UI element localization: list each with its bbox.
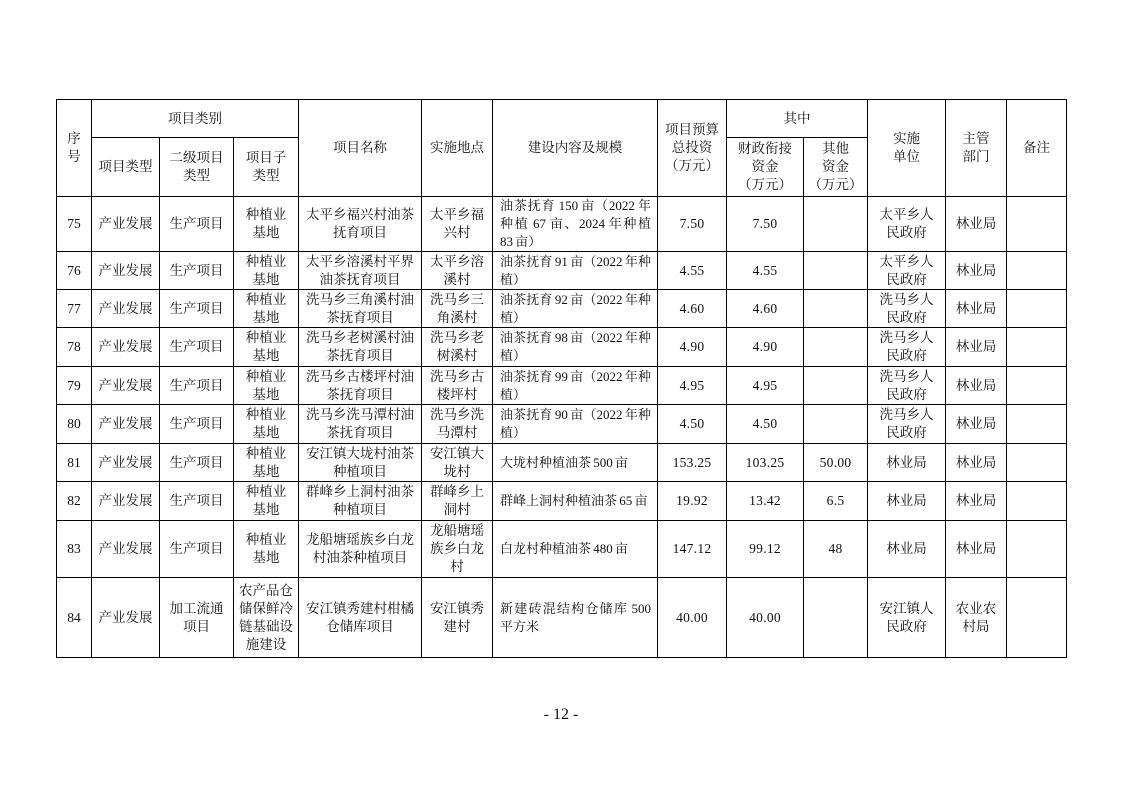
cell-total-budget: 4.50: [658, 405, 727, 444]
cell-project-type: 产业发展: [92, 367, 160, 405]
cell-location: [422, 405, 493, 444]
cell-sub-type: [234, 578, 299, 658]
department-text: 林业局: [955, 216, 997, 232]
department-text: 林业局: [955, 493, 997, 509]
header-other-funds-unit: （万元）: [808, 177, 863, 192]
sub-type-text: 种植业基地: [245, 484, 287, 517]
implementing-unit-text: 林业局: [886, 454, 927, 470]
header-seq: [57, 100, 92, 197]
cell-secondary-type: [160, 405, 234, 444]
implementing-unit-text: 林业局: [886, 493, 927, 509]
project-name-text: 太平乡福兴村油茶抚育项目: [306, 207, 415, 240]
table-row: [57, 482, 1067, 521]
implementing-unit-text: 太平乡人民政府: [879, 253, 934, 287]
project-name-text: 龙船塘瑶族乡白龙村油茶种植项目: [306, 532, 415, 565]
sub-type-text: 种植业基地: [245, 407, 287, 440]
cell-project-name: [299, 405, 422, 444]
location-text: 龙船塘瑶族乡白龙村: [430, 523, 485, 574]
department-text: 林业局: [955, 339, 997, 355]
cell-other-funds: [804, 290, 868, 328]
cell-department: [946, 482, 1007, 521]
cell-sub-type: [234, 444, 299, 482]
cell-department: [946, 290, 1007, 328]
department-text: 农业农村局: [955, 600, 997, 634]
project-name-text: 洗马乡古楼坪村油茶抚育项目: [306, 368, 415, 402]
header-remark: 备注: [1007, 100, 1067, 197]
cell-project-name: [299, 578, 422, 658]
cell-seq: 82: [57, 482, 92, 521]
cell-fiscal-funds: 40.00: [727, 578, 804, 658]
secondary-type-text: 生产项目: [169, 262, 224, 278]
cell-sub-type: [234, 482, 299, 521]
cell-other-funds: 6.5: [804, 482, 868, 521]
cell-location: [422, 367, 493, 405]
sub-type-text: 种植业基地: [245, 532, 287, 565]
department-text: 林业局: [955, 377, 997, 393]
secondary-type-text: 生产项目: [169, 493, 224, 509]
cell-remark: [1007, 367, 1067, 405]
cell-other-funds: [804, 252, 868, 290]
cell-fiscal-funds: 103.25: [727, 444, 804, 482]
location-text: 群峰乡上洞村: [430, 484, 485, 517]
cell-secondary-type: [160, 328, 234, 367]
cell-secondary-type: [160, 290, 234, 328]
header-total-budget-unit: （万元）: [665, 158, 720, 173]
cell-seq: 75: [57, 197, 92, 252]
implementing-unit-text: 林业局: [886, 541, 927, 557]
table-row: [57, 367, 1067, 405]
cell-project-name: [299, 367, 422, 405]
cell-construction-content: 油茶抚育 98 亩（2022 年种植）: [493, 328, 658, 367]
header-fiscal-funds: [727, 138, 804, 197]
implementing-unit-text: 洗马乡人民政府: [879, 407, 934, 440]
sub-type-text: 种植业基地: [245, 291, 287, 325]
header-construction-content: 建设内容及规模: [493, 100, 658, 197]
cell-secondary-type: [160, 578, 234, 658]
cell-remark: [1007, 252, 1067, 290]
cell-seq: 79: [57, 367, 92, 405]
header-total-budget: [658, 100, 727, 197]
cell-remark: [1007, 328, 1067, 367]
project-table: [56, 99, 1067, 658]
cell-other-funds: 48: [804, 521, 868, 578]
cell-location: [422, 521, 493, 578]
cell-construction-content: 大垅村种植油茶 500 亩: [493, 444, 658, 482]
cell-fiscal-funds: 4.60: [727, 290, 804, 328]
department-text: 林业局: [955, 262, 997, 278]
cell-total-budget: 4.90: [658, 328, 727, 367]
cell-other-funds: [804, 405, 868, 444]
cell-project-name: [299, 197, 422, 252]
header-department-text: 主管部门: [962, 131, 990, 164]
cell-project-type: 产业发展: [92, 328, 160, 367]
department-text: 林业局: [955, 416, 997, 432]
cell-department: [946, 252, 1007, 290]
cell-location: [422, 578, 493, 658]
secondary-type-text: 生产项目: [169, 541, 224, 557]
cell-implementing-unit: [868, 405, 946, 444]
header-fiscal-funds-label: 财政衔接资金: [738, 141, 793, 174]
header-implementing-unit-text: 实施单位: [893, 131, 921, 164]
header-sub-type: [234, 138, 299, 197]
cell-implementing-unit: [868, 197, 946, 252]
location-text: 洗马乡老树溪村: [430, 330, 485, 363]
cell-implementing-unit: [868, 252, 946, 290]
location-text: 太平乡福兴村: [430, 207, 485, 240]
department-text: 林业局: [955, 300, 997, 316]
cell-project-type: 产业发展: [92, 252, 160, 290]
secondary-type-text: 生产项目: [169, 339, 224, 355]
table-row: [57, 405, 1067, 444]
cell-construction-content: 油茶抚育 99 亩（2022 年种植）: [493, 367, 658, 405]
secondary-type-text: 生产项目: [169, 300, 224, 316]
location-text: 安江镇大垅村: [430, 445, 485, 479]
cell-location: [422, 328, 493, 367]
cell-sub-type: [234, 328, 299, 367]
header-category: 项目类别: [92, 100, 299, 138]
cell-other-funds: [804, 367, 868, 405]
cell-location: [422, 197, 493, 252]
cell-construction-content: 油茶抚育 90 亩（2022 年种植）: [493, 405, 658, 444]
table-row: [57, 252, 1067, 290]
cell-fiscal-funds: 4.50: [727, 405, 804, 444]
location-text: 安江镇秀建村: [430, 600, 485, 634]
table-row: [57, 197, 1067, 252]
header-project-type: 项目类型: [92, 138, 160, 197]
cell-project-type: 产业发展: [92, 444, 160, 482]
implementing-unit-text: 洗马乡人民政府: [879, 291, 934, 325]
cell-total-budget: 4.55: [658, 252, 727, 290]
table-row: [57, 444, 1067, 482]
cell-construction-content: 白龙村种植油茶 480 亩: [493, 521, 658, 578]
cell-construction-content: 新建砖混结构仓储库 500 平方米: [493, 578, 658, 658]
secondary-type-text: 生产项目: [169, 454, 224, 470]
cell-implementing-unit: [868, 578, 946, 658]
cell-seq: 76: [57, 252, 92, 290]
header-among: 其中: [727, 100, 868, 138]
project-name-text: 安江镇秀建村柑橘仓储库项目: [306, 600, 415, 634]
cell-remark: [1007, 521, 1067, 578]
header-department: [946, 100, 1007, 197]
cell-total-budget: 4.60: [658, 290, 727, 328]
project-name-text: 安江镇大垅村油茶种植项目: [306, 445, 415, 479]
sub-type-text: 种植业基地: [245, 207, 287, 240]
cell-secondary-type: [160, 482, 234, 521]
project-name-text: 洗马乡三角溪村油茶抚育项目: [306, 291, 415, 325]
cell-fiscal-funds: 99.12: [727, 521, 804, 578]
project-name-text: 洗马乡洗马潭村油茶抚育项目: [306, 407, 415, 440]
cell-remark: [1007, 482, 1067, 521]
table-row: [57, 521, 1067, 578]
secondary-type-text: 生产项目: [169, 216, 224, 232]
header-seq-text: 序号: [67, 131, 81, 164]
header-total-budget-label: 项目预算总投资: [665, 122, 720, 155]
cell-project-type: 产业发展: [92, 290, 160, 328]
department-text: 林业局: [955, 454, 997, 470]
header-location: 实施地点: [422, 100, 493, 197]
cell-project-name: [299, 521, 422, 578]
cell-department: [946, 197, 1007, 252]
cell-project-name: [299, 482, 422, 521]
cell-sub-type: [234, 405, 299, 444]
cell-sub-type: [234, 367, 299, 405]
header-other-funds-label: 其他资金: [822, 141, 850, 174]
cell-sub-type: [234, 290, 299, 328]
cell-sub-type: [234, 252, 299, 290]
cell-sub-type: [234, 197, 299, 252]
cell-other-funds: [804, 328, 868, 367]
sub-type-text: 种植业基地: [245, 445, 287, 479]
project-name-text: 太平乡溶溪村平界油茶抚育项目: [306, 253, 415, 287]
sub-type-text: 种植业基地: [245, 253, 287, 287]
cell-project-type: 产业发展: [92, 578, 160, 658]
cell-total-budget: 153.25: [658, 444, 727, 482]
cell-fiscal-funds: 4.90: [727, 328, 804, 367]
cell-project-type: 产业发展: [92, 197, 160, 252]
cell-implementing-unit: [868, 328, 946, 367]
cell-department: [946, 328, 1007, 367]
cell-construction-content: 油茶抚育 91 亩（2022 年种植）: [493, 252, 658, 290]
cell-fiscal-funds: 13.42: [727, 482, 804, 521]
cell-project-name: [299, 290, 422, 328]
cell-seq: 78: [57, 328, 92, 367]
cell-location: [422, 290, 493, 328]
cell-seq: 84: [57, 578, 92, 658]
secondary-type-text: 生产项目: [169, 377, 224, 393]
cell-project-name: [299, 252, 422, 290]
cell-total-budget: 7.50: [658, 197, 727, 252]
cell-total-budget: 4.95: [658, 367, 727, 405]
cell-secondary-type: [160, 444, 234, 482]
cell-construction-content: 油茶抚育 150 亩（2022 年种植 67 亩、2024 年种植 83 亩）: [493, 197, 658, 252]
cell-department: [946, 444, 1007, 482]
location-text: 太平乡溶溪村: [430, 253, 485, 287]
cell-secondary-type: [160, 367, 234, 405]
cell-project-type: 产业发展: [92, 521, 160, 578]
cell-fiscal-funds: 4.95: [727, 367, 804, 405]
cell-sub-type: [234, 521, 299, 578]
header-fiscal-funds-unit: （万元）: [738, 177, 793, 192]
sub-type-text: 种植业基地: [245, 330, 287, 363]
table-row: [57, 328, 1067, 367]
cell-construction-content: 群峰上洞村种植油茶 65 亩: [493, 482, 658, 521]
cell-implementing-unit: [868, 444, 946, 482]
cell-other-funds: [804, 578, 868, 658]
header-secondary-type-text: 二级项目类型: [169, 150, 224, 183]
implementing-unit-text: 洗马乡人民政府: [879, 330, 934, 363]
cell-implementing-unit: [868, 290, 946, 328]
implementing-unit-text: 太平乡人民政府: [879, 207, 934, 240]
sub-type-text: 农产品仓储保鲜冷链基础设施建设: [239, 582, 294, 652]
cell-department: [946, 405, 1007, 444]
cell-construction-content: 油茶抚育 92 亩（2022 年种植）: [493, 290, 658, 328]
cell-implementing-unit: [868, 367, 946, 405]
cell-remark: [1007, 444, 1067, 482]
cell-remark: [1007, 578, 1067, 658]
cell-total-budget: 19.92: [658, 482, 727, 521]
header-sub-type-text: 项目子类型: [245, 150, 287, 183]
cell-project-type: 产业发展: [92, 405, 160, 444]
implementing-unit-text: 安江镇人民政府: [879, 600, 934, 634]
cell-fiscal-funds: 4.55: [727, 252, 804, 290]
secondary-type-text: 生产项目: [169, 416, 224, 432]
cell-secondary-type: [160, 521, 234, 578]
cell-location: [422, 482, 493, 521]
cell-implementing-unit: [868, 521, 946, 578]
header-implementing-unit: [868, 100, 946, 197]
cell-seq: 80: [57, 405, 92, 444]
cell-other-funds: 50.00: [804, 444, 868, 482]
cell-department: [946, 367, 1007, 405]
cell-implementing-unit: [868, 482, 946, 521]
cell-location: [422, 252, 493, 290]
cell-fiscal-funds: 7.50: [727, 197, 804, 252]
table-row: [57, 290, 1067, 328]
implementing-unit-text: 洗马乡人民政府: [879, 368, 934, 402]
project-name-text: 群峰乡上洞村油茶种植项目: [306, 484, 415, 517]
cell-total-budget: 147.12: [658, 521, 727, 578]
table-row: [57, 578, 1067, 658]
location-text: 洗马乡三角溪村: [430, 291, 485, 325]
cell-remark: [1007, 290, 1067, 328]
page-number: - 12 -: [543, 706, 579, 723]
cell-seq: 81: [57, 444, 92, 482]
department-text: 林业局: [955, 541, 997, 557]
project-name-text: 洗马乡老树溪村油茶抚育项目: [306, 330, 415, 363]
cell-seq: 83: [57, 521, 92, 578]
header-row-1: [57, 100, 1067, 138]
secondary-type-text: 加工流通项目: [169, 600, 224, 634]
sub-type-text: 种植业基地: [245, 368, 287, 402]
cell-project-name: [299, 444, 422, 482]
cell-secondary-type: [160, 252, 234, 290]
cell-department: [946, 578, 1007, 658]
cell-department: [946, 521, 1007, 578]
cell-location: [422, 444, 493, 482]
header-project-name: 项目名称: [299, 100, 422, 197]
location-text: 洗马乡洗马潭村: [430, 407, 485, 440]
cell-seq: 77: [57, 290, 92, 328]
cell-remark: [1007, 405, 1067, 444]
cell-remark: [1007, 197, 1067, 252]
cell-other-funds: [804, 197, 868, 252]
header-secondary-type: [160, 138, 234, 197]
cell-total-budget: 40.00: [658, 578, 727, 658]
cell-project-type: 产业发展: [92, 482, 160, 521]
location-text: 洗马乡古楼坪村: [430, 368, 485, 402]
cell-project-name: [299, 328, 422, 367]
cell-secondary-type: [160, 197, 234, 252]
header-other-funds: [804, 138, 868, 197]
